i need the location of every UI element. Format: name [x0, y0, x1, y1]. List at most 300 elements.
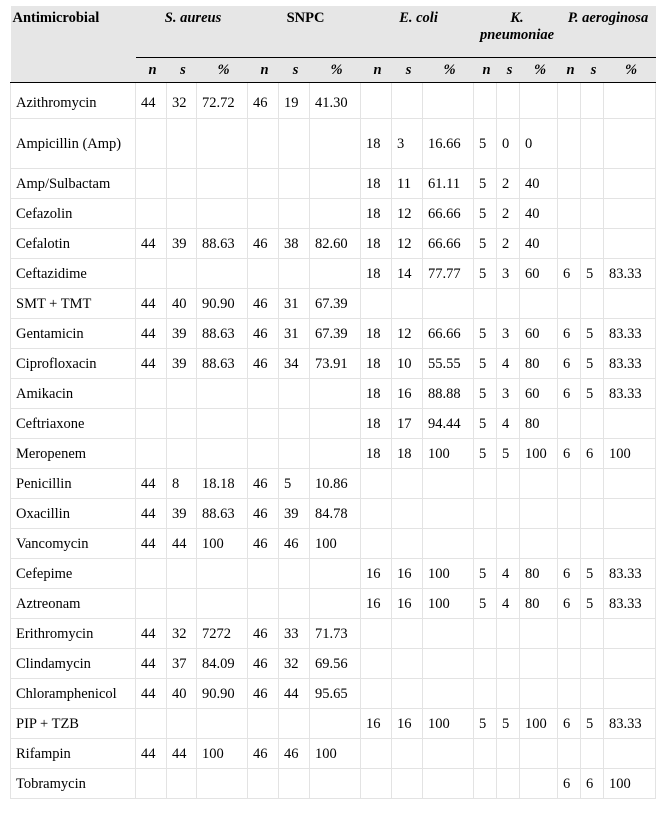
antimicrobial-name: Azithromycin — [11, 83, 136, 119]
value-cell: 6 — [558, 589, 581, 619]
value-cell — [581, 469, 604, 499]
value-cell — [581, 289, 604, 319]
value-cell: 18 — [361, 409, 392, 439]
value-cell: 44 — [136, 229, 167, 259]
table-row — [11, 289, 656, 319]
value-cell — [558, 289, 581, 319]
value-cell: 14 — [392, 259, 423, 289]
value-cell — [474, 499, 497, 529]
value-cell: 17 — [392, 409, 423, 439]
table-row — [11, 499, 656, 529]
value-cell: 69.56 — [310, 649, 361, 679]
value-cell — [604, 83, 656, 119]
value-cell — [310, 409, 361, 439]
table-row — [11, 319, 656, 349]
value-cell: 4 — [497, 589, 520, 619]
value-cell: 67.39 — [310, 289, 361, 319]
species-header-snpc: SNPC — [248, 6, 361, 58]
value-cell — [558, 469, 581, 499]
value-cell: 44 — [136, 529, 167, 559]
value-cell: 0 — [520, 119, 558, 169]
value-cell — [310, 199, 361, 229]
value-cell — [197, 169, 248, 199]
value-cell — [248, 169, 279, 199]
value-cell — [581, 169, 604, 199]
value-cell: 88.63 — [197, 499, 248, 529]
species-header-e-coli: E. coli — [361, 6, 474, 58]
value-cell — [136, 589, 167, 619]
value-cell — [361, 499, 392, 529]
value-cell: 5 — [474, 259, 497, 289]
value-cell: 44 — [136, 649, 167, 679]
value-cell: 90.90 — [197, 679, 248, 709]
value-cell — [604, 469, 656, 499]
subheader-s: s — [167, 58, 197, 83]
value-cell — [248, 709, 279, 739]
subheader-pct: % — [310, 58, 361, 83]
value-cell: 6 — [558, 319, 581, 349]
value-cell: 46 — [248, 499, 279, 529]
value-cell — [310, 439, 361, 469]
value-cell: 6 — [558, 349, 581, 379]
value-cell — [167, 439, 197, 469]
value-cell — [581, 499, 604, 529]
value-cell: 46 — [248, 229, 279, 259]
table-row — [11, 379, 656, 409]
value-cell: 16 — [392, 709, 423, 739]
antimicrobial-name: Clindamycin — [11, 649, 136, 679]
antimicrobial-name: Amp/Sulbactam — [11, 169, 136, 199]
value-cell — [279, 559, 310, 589]
antimicrobial-name: PIP + TZB — [11, 709, 136, 739]
value-cell — [279, 409, 310, 439]
value-cell — [497, 649, 520, 679]
value-cell — [248, 199, 279, 229]
value-cell: 46 — [248, 469, 279, 499]
value-cell: 46 — [248, 649, 279, 679]
value-cell: 44 — [136, 499, 167, 529]
value-cell: 83.33 — [604, 319, 656, 349]
value-cell — [558, 739, 581, 769]
value-cell — [361, 679, 392, 709]
value-cell — [474, 529, 497, 559]
table-row — [11, 739, 656, 769]
value-cell — [167, 709, 197, 739]
value-cell: 46 — [248, 349, 279, 379]
table-row — [11, 199, 656, 229]
value-cell: 32 — [279, 649, 310, 679]
value-cell — [136, 199, 167, 229]
table-row — [11, 709, 656, 739]
value-cell — [361, 769, 392, 799]
table-row — [11, 119, 656, 169]
value-cell — [520, 499, 558, 529]
value-cell — [423, 529, 474, 559]
value-cell — [558, 199, 581, 229]
value-cell: 16 — [361, 559, 392, 589]
value-cell: 16 — [361, 709, 392, 739]
table-row — [11, 229, 656, 259]
value-cell: 100 — [197, 739, 248, 769]
value-cell — [136, 409, 167, 439]
value-cell: 88.88 — [423, 379, 474, 409]
value-cell: 5 — [581, 319, 604, 349]
subheader-n: n — [248, 58, 279, 83]
value-cell — [604, 169, 656, 199]
subheader-s: s — [581, 58, 604, 83]
antimicrobial-name: Ampicillin (Amp) — [11, 119, 136, 169]
value-cell: 66.66 — [423, 229, 474, 259]
value-cell — [423, 679, 474, 709]
value-cell — [361, 469, 392, 499]
value-cell — [310, 259, 361, 289]
value-cell — [248, 769, 279, 799]
value-cell — [423, 469, 474, 499]
value-cell: 12 — [392, 319, 423, 349]
value-cell: 44 — [136, 349, 167, 379]
table-body — [11, 83, 656, 799]
value-cell: 88.63 — [197, 229, 248, 259]
value-cell: 46 — [248, 739, 279, 769]
value-cell: 37 — [167, 649, 197, 679]
value-cell: 19 — [279, 83, 310, 119]
value-cell: 83.33 — [604, 709, 656, 739]
value-cell — [248, 259, 279, 289]
value-cell — [248, 589, 279, 619]
value-cell: 77.77 — [423, 259, 474, 289]
value-cell: 100 — [310, 529, 361, 559]
value-cell — [497, 739, 520, 769]
value-cell — [581, 409, 604, 439]
value-cell — [310, 169, 361, 199]
antimicrobial-name: Aztreonam — [11, 589, 136, 619]
value-cell — [497, 469, 520, 499]
value-cell — [279, 199, 310, 229]
value-cell: 46 — [248, 529, 279, 559]
value-cell — [497, 769, 520, 799]
value-cell: 6 — [558, 769, 581, 799]
value-cell — [167, 559, 197, 589]
table-row — [11, 169, 656, 199]
antimicrobial-name: Cefepime — [11, 559, 136, 589]
value-cell — [558, 679, 581, 709]
value-cell — [520, 469, 558, 499]
value-cell — [279, 769, 310, 799]
value-cell: 39 — [167, 319, 197, 349]
value-cell — [392, 679, 423, 709]
value-cell — [197, 589, 248, 619]
value-cell: 18 — [361, 169, 392, 199]
value-cell — [520, 529, 558, 559]
antimicrobial-name: Erithromycin — [11, 619, 136, 649]
value-cell: 6 — [558, 259, 581, 289]
antimicrobial-name: Rifampin — [11, 739, 136, 769]
value-cell: 95.65 — [310, 679, 361, 709]
value-cell — [474, 649, 497, 679]
table-row — [11, 559, 656, 589]
value-cell — [558, 229, 581, 259]
value-cell — [520, 619, 558, 649]
value-cell: 44 — [136, 83, 167, 119]
value-cell — [581, 619, 604, 649]
value-cell: 94.44 — [423, 409, 474, 439]
value-cell: 83.33 — [604, 379, 656, 409]
value-cell: 5 — [581, 559, 604, 589]
value-cell — [558, 119, 581, 169]
value-cell: 6 — [558, 709, 581, 739]
value-cell — [279, 439, 310, 469]
value-cell: 46 — [248, 319, 279, 349]
table-row — [11, 259, 656, 289]
value-cell: 67.39 — [310, 319, 361, 349]
value-cell: 60 — [520, 259, 558, 289]
value-cell: 100 — [423, 559, 474, 589]
value-cell: 5 — [474, 439, 497, 469]
value-cell: 100 — [604, 769, 656, 799]
value-cell — [604, 229, 656, 259]
value-cell: 60 — [520, 379, 558, 409]
value-cell — [248, 379, 279, 409]
value-cell — [361, 289, 392, 319]
value-cell: 100 — [423, 439, 474, 469]
value-cell: 8 — [167, 469, 197, 499]
value-cell: 100 — [520, 709, 558, 739]
value-cell: 72.72 — [197, 83, 248, 119]
value-cell: 44 — [136, 739, 167, 769]
value-cell — [558, 83, 581, 119]
value-cell — [310, 379, 361, 409]
value-cell — [581, 83, 604, 119]
value-cell: 32 — [167, 619, 197, 649]
subheader-n: n — [474, 58, 497, 83]
table-row — [11, 529, 656, 559]
antimicrobial-name: Gentamicin — [11, 319, 136, 349]
value-cell: 66.66 — [423, 199, 474, 229]
value-cell — [248, 439, 279, 469]
species-header-k-pneumoniae: K. pneumoniae — [474, 6, 558, 58]
value-cell — [279, 379, 310, 409]
value-cell: 5 — [474, 409, 497, 439]
value-cell — [581, 529, 604, 559]
value-cell: 88.63 — [197, 349, 248, 379]
value-cell — [167, 379, 197, 409]
value-cell: 2 — [497, 169, 520, 199]
value-cell: 18 — [361, 119, 392, 169]
value-cell — [136, 119, 167, 169]
value-cell — [392, 499, 423, 529]
value-cell: 18 — [392, 439, 423, 469]
value-cell — [392, 769, 423, 799]
value-cell: 4 — [497, 409, 520, 439]
value-cell: 2 — [497, 229, 520, 259]
value-cell: 10 — [392, 349, 423, 379]
subheader-pct: % — [604, 58, 656, 83]
value-cell: 40 — [520, 169, 558, 199]
value-cell — [197, 559, 248, 589]
species-header-s-aureus: S. aureus — [136, 6, 248, 58]
value-cell: 44 — [167, 529, 197, 559]
value-cell: 5 — [497, 439, 520, 469]
value-cell: 41.30 — [310, 83, 361, 119]
value-cell — [581, 229, 604, 259]
subheader-pct: % — [520, 58, 558, 83]
value-cell — [197, 119, 248, 169]
value-cell: 11 — [392, 169, 423, 199]
table-row — [11, 469, 656, 499]
value-cell: 5 — [279, 469, 310, 499]
value-cell — [248, 119, 279, 169]
value-cell — [558, 649, 581, 679]
value-cell: 6 — [558, 559, 581, 589]
value-cell: 10.86 — [310, 469, 361, 499]
antimicrobial-name: Oxacillin — [11, 499, 136, 529]
value-cell: 84.78 — [310, 499, 361, 529]
value-cell: 12 — [392, 199, 423, 229]
value-cell: 18 — [361, 439, 392, 469]
value-cell — [558, 169, 581, 199]
value-cell: 5 — [581, 709, 604, 739]
table-row — [11, 439, 656, 469]
value-cell — [497, 499, 520, 529]
value-cell: 84.09 — [197, 649, 248, 679]
table-row — [11, 769, 656, 799]
value-cell — [197, 709, 248, 739]
subheader-pct: % — [423, 58, 474, 83]
value-cell: 5 — [474, 709, 497, 739]
value-cell: 46 — [279, 529, 310, 559]
value-cell — [474, 739, 497, 769]
value-cell — [497, 289, 520, 319]
value-cell: 5 — [474, 199, 497, 229]
value-cell — [361, 529, 392, 559]
value-cell: 3 — [497, 259, 520, 289]
value-cell — [361, 83, 392, 119]
value-cell — [474, 289, 497, 319]
value-cell — [167, 259, 197, 289]
value-cell: 80 — [520, 409, 558, 439]
value-cell: 2 — [497, 199, 520, 229]
value-cell: 82.60 — [310, 229, 361, 259]
antimicrobial-name: Cefazolin — [11, 199, 136, 229]
value-cell: 39 — [167, 499, 197, 529]
value-cell: 18.18 — [197, 469, 248, 499]
value-cell: 5 — [581, 349, 604, 379]
value-cell: 44 — [136, 469, 167, 499]
value-cell — [310, 119, 361, 169]
value-cell: 46 — [248, 83, 279, 119]
value-cell — [392, 619, 423, 649]
value-cell: 6 — [558, 439, 581, 469]
table-row — [11, 83, 656, 119]
value-cell — [581, 679, 604, 709]
value-cell: 5 — [474, 169, 497, 199]
value-cell — [497, 679, 520, 709]
value-cell — [167, 199, 197, 229]
antimicrobial-header: Antimicrobial — [11, 6, 136, 83]
value-cell — [604, 679, 656, 709]
value-cell: 6 — [581, 769, 604, 799]
value-cell: 39 — [167, 349, 197, 379]
value-cell: 80 — [520, 349, 558, 379]
value-cell — [604, 739, 656, 769]
value-cell — [197, 439, 248, 469]
value-cell — [604, 649, 656, 679]
value-cell — [361, 649, 392, 679]
value-cell: 100 — [520, 439, 558, 469]
value-cell: 40 — [167, 679, 197, 709]
value-cell — [167, 769, 197, 799]
value-cell: 100 — [604, 439, 656, 469]
value-cell — [423, 83, 474, 119]
value-cell: 18 — [361, 379, 392, 409]
value-cell: 100 — [423, 589, 474, 619]
value-cell: 32 — [167, 83, 197, 119]
value-cell — [474, 769, 497, 799]
value-cell — [361, 739, 392, 769]
antimicrobial-name: Vancomycin — [11, 529, 136, 559]
value-cell — [604, 119, 656, 169]
value-cell: 5 — [474, 349, 497, 379]
value-cell — [604, 619, 656, 649]
value-cell — [136, 169, 167, 199]
value-cell: 55.55 — [423, 349, 474, 379]
value-cell: 18 — [361, 349, 392, 379]
table-row — [11, 409, 656, 439]
value-cell — [474, 83, 497, 119]
value-cell: 3 — [392, 119, 423, 169]
value-cell: 18 — [361, 319, 392, 349]
value-cell — [167, 169, 197, 199]
value-cell: 44 — [167, 739, 197, 769]
value-cell: 44 — [279, 679, 310, 709]
table-row — [11, 589, 656, 619]
value-cell: 16 — [392, 379, 423, 409]
species-header-p-aeroginosa: P. aeroginosa — [558, 6, 656, 58]
value-cell: 5 — [474, 379, 497, 409]
value-cell: 5 — [474, 559, 497, 589]
table-row — [11, 679, 656, 709]
value-cell — [361, 619, 392, 649]
value-cell: 18 — [361, 229, 392, 259]
value-cell — [279, 119, 310, 169]
value-cell — [248, 559, 279, 589]
value-cell — [604, 409, 656, 439]
value-cell — [392, 289, 423, 319]
value-cell — [581, 119, 604, 169]
value-cell — [497, 619, 520, 649]
value-cell: 18 — [361, 199, 392, 229]
value-cell: 16 — [361, 589, 392, 619]
value-cell: 39 — [279, 499, 310, 529]
value-cell: 80 — [520, 589, 558, 619]
value-cell: 5 — [581, 259, 604, 289]
antimicrobial-name: Amikacin — [11, 379, 136, 409]
value-cell — [136, 439, 167, 469]
value-cell: 100 — [423, 709, 474, 739]
antimicrobial-name: Ciprofloxacin — [11, 349, 136, 379]
value-cell — [310, 709, 361, 739]
value-cell: 16 — [392, 559, 423, 589]
antimicrobial-name: Ceftriaxone — [11, 409, 136, 439]
value-cell — [474, 679, 497, 709]
value-cell — [392, 649, 423, 679]
value-cell — [423, 739, 474, 769]
value-cell — [136, 709, 167, 739]
value-cell — [279, 709, 310, 739]
value-cell — [392, 83, 423, 119]
value-cell: 46 — [248, 679, 279, 709]
value-cell: 44 — [136, 319, 167, 349]
